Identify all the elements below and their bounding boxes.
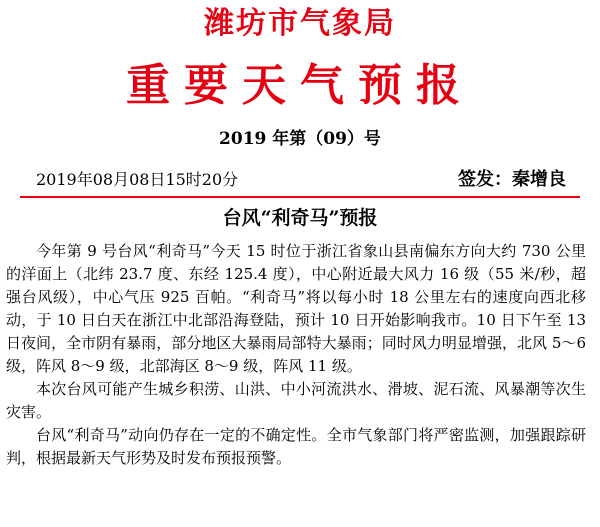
subject-heading: 台风“利奇马”预报 bbox=[222, 207, 378, 229]
paragraph-monitoring: 台风“利奇马”动向仍存在一定的不确定性。全市气象部门将严密监测，加强跟踪研判，根据最新天气形势及时发布预报预警。 bbox=[6, 426, 586, 467]
paragraph-forecast: 今年第 9 号台风“利奇马”今天 15 时位于浙江省象山县南偏东方向大约 730 公里的洋面上（北纬 23.7 度、东经 125.4 度），中心附近最大风力 16 级（55 米/秒，超强台风级），中心气压 925 百帕。“利奇马”将以每小时 18 公里左右的速度向西北移动，于 10 日白天在浙江中北部沿海登陆，预计 10 日开始影响我市。10 日下午至 13 日夜间，全市阴有暴雨，部分地区大暴雨局部特大暴雨；同时风力明显增强，北风 5～6 级，阵风 8～9 级，北部海区 8～9 级，阵风 11 级。 bbox=[6, 242, 586, 375]
document-title: 重要天气预报 bbox=[126, 60, 474, 111]
body-text bbox=[6, 240, 586, 470]
issue-number: 2019 年第（09）号 bbox=[219, 129, 381, 149]
red-divider bbox=[20, 196, 580, 198]
agency-name: 潍坊市气象局 bbox=[204, 6, 396, 41]
signer-name: 秦增良 bbox=[512, 169, 566, 190]
issue-datetime: 2019年08月08日15时20分 bbox=[36, 170, 239, 189]
paragraph-hazards: 本次台风可能产生城乡积涝、山洪、中小河流洪水、滑坡、泥石流、风暴潮等次生灾害。 bbox=[6, 380, 586, 421]
signer-label: 签发： bbox=[458, 169, 512, 190]
signer bbox=[458, 168, 566, 192]
meta-row bbox=[36, 168, 566, 192]
